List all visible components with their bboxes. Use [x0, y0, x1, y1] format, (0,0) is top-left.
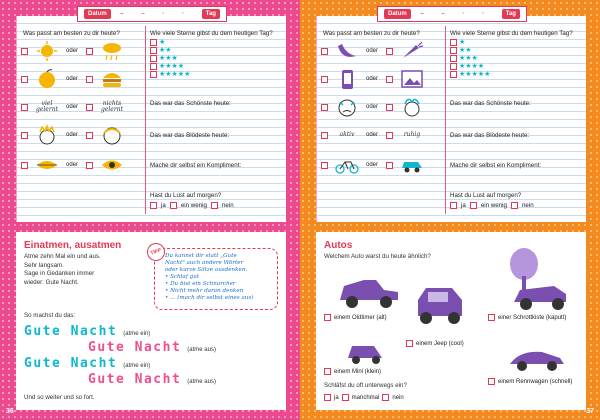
tipp-box	[149, 247, 278, 310]
sad-face-icon	[332, 95, 362, 119]
hand-label: ruhig	[403, 131, 421, 138]
question-mood: Was passt am besten zu dir heute?	[23, 30, 120, 37]
car-checkbox[interactable]	[488, 378, 495, 385]
lust-wenig-checkbox[interactable]	[470, 202, 477, 209]
column-divider	[445, 26, 446, 214]
mood-row-1	[21, 38, 141, 64]
oder-label: oder	[66, 104, 79, 110]
mood-checkbox[interactable]	[86, 132, 93, 139]
mood-checkbox[interactable]	[86, 104, 93, 111]
car-checkbox[interactable]	[324, 314, 331, 321]
oder-label: oder	[66, 76, 79, 82]
car-label: einem Oldtimer (alt)	[334, 314, 387, 321]
mood-checkbox[interactable]	[321, 76, 328, 83]
gute-nacht-line-2	[88, 340, 216, 355]
mood-row-5	[321, 152, 441, 178]
oder-label: oder	[66, 48, 79, 54]
date-label: Datum	[384, 9, 411, 19]
sleep-option-label: manchmal	[351, 394, 380, 401]
column-divider	[145, 26, 146, 214]
car-option-jeep[interactable]	[406, 340, 464, 347]
outro-text: Und so weiter und so fort.	[24, 394, 95, 401]
tipp-line: • ... (mach dir selbst eines aus)	[165, 295, 254, 301]
mood-row-4	[21, 122, 141, 148]
car-checkbox[interactable]	[324, 368, 331, 375]
tipp-badge: TIPP	[144, 240, 167, 263]
tipp-line: oder kurze Sätze ausdenken.	[165, 267, 248, 273]
car-label: einem Mini (klein)	[334, 368, 382, 375]
day-label: Tag	[502, 9, 520, 19]
date-label: Datum	[84, 9, 111, 19]
mini-car-icon	[344, 336, 388, 366]
burger-icon	[97, 67, 127, 91]
tipp-line: Nacht" auch andere Wörter	[165, 260, 244, 266]
star-option-5[interactable]	[150, 70, 190, 78]
atme-aus-label: (atme aus)	[187, 347, 216, 353]
mood-checkbox[interactable]	[386, 162, 393, 169]
phone-icon	[332, 67, 362, 91]
sleep-options	[324, 394, 404, 401]
nein-label: nein	[521, 202, 534, 209]
sleep-option-label: ja	[334, 394, 339, 401]
mood-checkbox[interactable]	[321, 48, 328, 55]
oder-label: oder	[366, 162, 379, 168]
lust-options	[150, 202, 234, 209]
rain-icon	[97, 39, 127, 63]
bloedeste-label: Das war das Blödeste heute:	[150, 132, 230, 139]
mood-checkbox[interactable]	[21, 162, 28, 169]
star-icon: ★★★★★	[459, 70, 491, 78]
star-icon: ★★★★	[159, 62, 185, 70]
page-number-right: 37	[586, 408, 594, 415]
bloedeste-label: Das war das Blödeste heute:	[450, 132, 530, 139]
sleep-manchmal-checkbox[interactable]	[342, 394, 349, 401]
gute-nacht-text: Gute Nacht	[88, 340, 182, 355]
lust-ja-checkbox[interactable]	[150, 202, 157, 209]
mood-checkbox[interactable]	[86, 162, 93, 169]
mood-checkbox[interactable]	[386, 104, 393, 111]
page-number-left: 36	[6, 408, 14, 415]
oder-label: oder	[366, 104, 379, 110]
eye-icon	[97, 153, 127, 177]
schoenste-label: Das war das Schönste heute:	[450, 100, 531, 107]
atme-ein-label: (atme ein)	[123, 363, 151, 369]
car-option-oldtimer[interactable]	[324, 314, 387, 321]
lust-ja-checkbox[interactable]	[450, 202, 457, 209]
mood-checkbox[interactable]	[386, 76, 393, 83]
so-machst-label: So machst du das:	[24, 312, 76, 319]
star-rating	[450, 38, 490, 78]
star-icon: ★★★	[159, 54, 178, 62]
cars-question: Welchem Auto warst du heute ähnlich?	[324, 253, 431, 260]
journal-sheet-left	[16, 11, 286, 222]
star-option-4[interactable]	[450, 62, 490, 70]
oder-label: oder	[366, 132, 379, 138]
calm-face-icon	[97, 123, 127, 147]
jeep-car-icon	[412, 282, 468, 328]
tipp-line: • Nicht mehr daran denken	[165, 288, 244, 294]
lips-icon	[32, 153, 62, 177]
mood-row-4	[321, 122, 441, 148]
mood-checkbox[interactable]	[386, 48, 393, 55]
lust-wenig-checkbox[interactable]	[170, 202, 177, 209]
intro-line: Sehr langsam.	[24, 261, 64, 269]
oder-label: oder	[366, 48, 379, 54]
mood-row-2	[321, 66, 441, 92]
mood-row-3	[321, 94, 441, 120]
question-stars: Wie viele Sterne gibst du dem heutigen Tag?	[450, 30, 573, 37]
intro-line: wieder: Gute Nacht.	[24, 278, 79, 286]
hand-label: aktiv	[339, 131, 355, 138]
mood-checkbox[interactable]	[386, 132, 393, 139]
wenig-label: ein wenig	[480, 202, 507, 209]
mood-checkbox[interactable]	[86, 76, 93, 83]
mood-checkbox[interactable]	[21, 104, 28, 111]
schoenste-label: Das war das Schönste heute:	[150, 100, 231, 107]
star-icon: ★★★★★	[159, 70, 191, 78]
messy-hair-face-icon	[397, 95, 427, 119]
cars-card	[316, 232, 586, 410]
kompliment-label: Mache dir selbst ein Kompliment:	[450, 162, 542, 169]
section-title: Einatmen, ausatmen	[24, 240, 122, 251]
car-option-schrottkiste[interactable]	[488, 314, 566, 321]
ja-label: ja	[161, 202, 166, 209]
sleep-option-label: nein	[392, 394, 404, 401]
date-bar	[77, 6, 227, 22]
star-option-1[interactable]	[450, 38, 490, 46]
date-bar	[377, 6, 527, 22]
star-rating	[150, 38, 190, 78]
gute-nacht-line-1	[24, 324, 150, 339]
journal-sheet-right	[316, 11, 586, 222]
oldtimer-car-icon	[336, 272, 402, 310]
intro-line: Sage in Gedanken immer	[24, 270, 95, 277]
spiky-hair-face-icon	[32, 123, 62, 147]
section-title: Autos	[324, 240, 353, 251]
sleep-ja-checkbox[interactable]	[324, 394, 331, 401]
mood-row-3	[21, 94, 141, 120]
car-checkbox[interactable]	[488, 314, 495, 321]
lust-label: Hast du Lust auf morgen?	[150, 192, 222, 199]
wreck-car-icon	[504, 246, 574, 314]
car-label: einem Jeep (cool)	[416, 340, 464, 347]
star-icon: ★★	[459, 46, 472, 54]
oder-label: oder	[66, 162, 79, 168]
mood-checkbox[interactable]	[86, 48, 93, 55]
star-option-3[interactable]	[450, 54, 490, 62]
intro-line: Atme zehn Mal ein und aus.	[24, 253, 101, 260]
lust-label: Hast du Lust auf morgen?	[450, 192, 522, 199]
tipp-line: • Du bist ein Schnarcher	[165, 281, 236, 287]
atme-aus-label: (atme aus)	[187, 379, 216, 385]
nein-label: nein	[221, 202, 234, 209]
oder-label: oder	[66, 132, 79, 138]
lust-nein-checkbox[interactable]	[211, 202, 218, 209]
date-dashes: – – · ·	[420, 11, 493, 17]
mood-row-1	[321, 38, 441, 64]
gute-nacht-text: Gute Nacht	[24, 356, 118, 371]
mood-checkbox[interactable]	[21, 76, 28, 83]
kompliment-label: Mache dir selbst ein Kompliment:	[150, 162, 242, 169]
star-option-3[interactable]	[150, 54, 190, 62]
sun-icon	[32, 39, 62, 63]
lust-options	[450, 202, 534, 209]
star-option-4[interactable]	[150, 62, 190, 70]
right-page	[300, 0, 600, 420]
mood-row-5	[21, 152, 141, 178]
star-option-2[interactable]	[450, 46, 490, 54]
apple-icon	[32, 67, 62, 91]
mood-checkbox[interactable]	[321, 132, 328, 139]
gute-nacht-text: Gute Nacht	[24, 324, 118, 339]
sleep-question: Schläfst du oft unterwegs ein?	[324, 382, 407, 389]
gute-nacht-text: Gute Nacht	[88, 372, 182, 387]
hand-label: viel gelernt	[35, 100, 58, 113]
star-option-2[interactable]	[150, 46, 190, 54]
bicycle-icon	[332, 153, 362, 177]
atme-ein-label: (atme ein)	[123, 331, 151, 337]
hand-label: nichts gelernt	[100, 100, 123, 113]
question-stars: Wie viele Sterne gibst du dem heutigen Tag?	[150, 30, 273, 37]
car-checkbox[interactable]	[406, 340, 413, 347]
star-icon: ★	[459, 38, 466, 46]
tipp-line: Du kannst dir statt „Gute	[165, 253, 237, 259]
picture-icon	[397, 67, 427, 91]
star-icon: ★★	[159, 46, 172, 54]
mood-checkbox[interactable]	[21, 48, 28, 55]
car-option-mini[interactable]	[324, 368, 381, 375]
gute-nacht-line-3	[24, 356, 150, 371]
star-option-5[interactable]	[450, 70, 490, 78]
question-mood: Was passt am besten zu dir heute?	[323, 30, 420, 37]
wenig-label: ein wenig	[180, 202, 207, 209]
car-label: einem Rennwagen (schnell)	[498, 378, 573, 385]
date-dashes: – – · ·	[120, 11, 193, 17]
star-option-1[interactable]	[150, 38, 190, 46]
sleep-nein-checkbox[interactable]	[382, 394, 389, 401]
oder-label: oder	[366, 76, 379, 82]
day-label: Tag	[202, 9, 220, 19]
carrot-icon	[397, 39, 427, 63]
car-label: einer Schrottkiste (kaputt)	[498, 314, 567, 321]
breathing-card	[16, 232, 286, 410]
mood-checkbox[interactable]	[21, 132, 28, 139]
tipp-line: • Schlaf gut	[165, 274, 200, 280]
ja-label: ja	[461, 202, 466, 209]
race-car-icon	[506, 342, 568, 372]
star-icon: ★★★	[459, 54, 478, 62]
gute-nacht-line-4	[88, 372, 216, 387]
mood-row-2	[21, 66, 141, 92]
banana-icon	[332, 39, 362, 63]
mood-checkbox[interactable]	[321, 162, 328, 169]
star-icon: ★★★★	[459, 62, 485, 70]
mood-checkbox[interactable]	[321, 104, 328, 111]
star-icon: ★	[159, 38, 166, 46]
lust-nein-checkbox[interactable]	[511, 202, 518, 209]
car-icon	[397, 153, 427, 177]
car-option-rennwagen[interactable]	[488, 378, 572, 385]
